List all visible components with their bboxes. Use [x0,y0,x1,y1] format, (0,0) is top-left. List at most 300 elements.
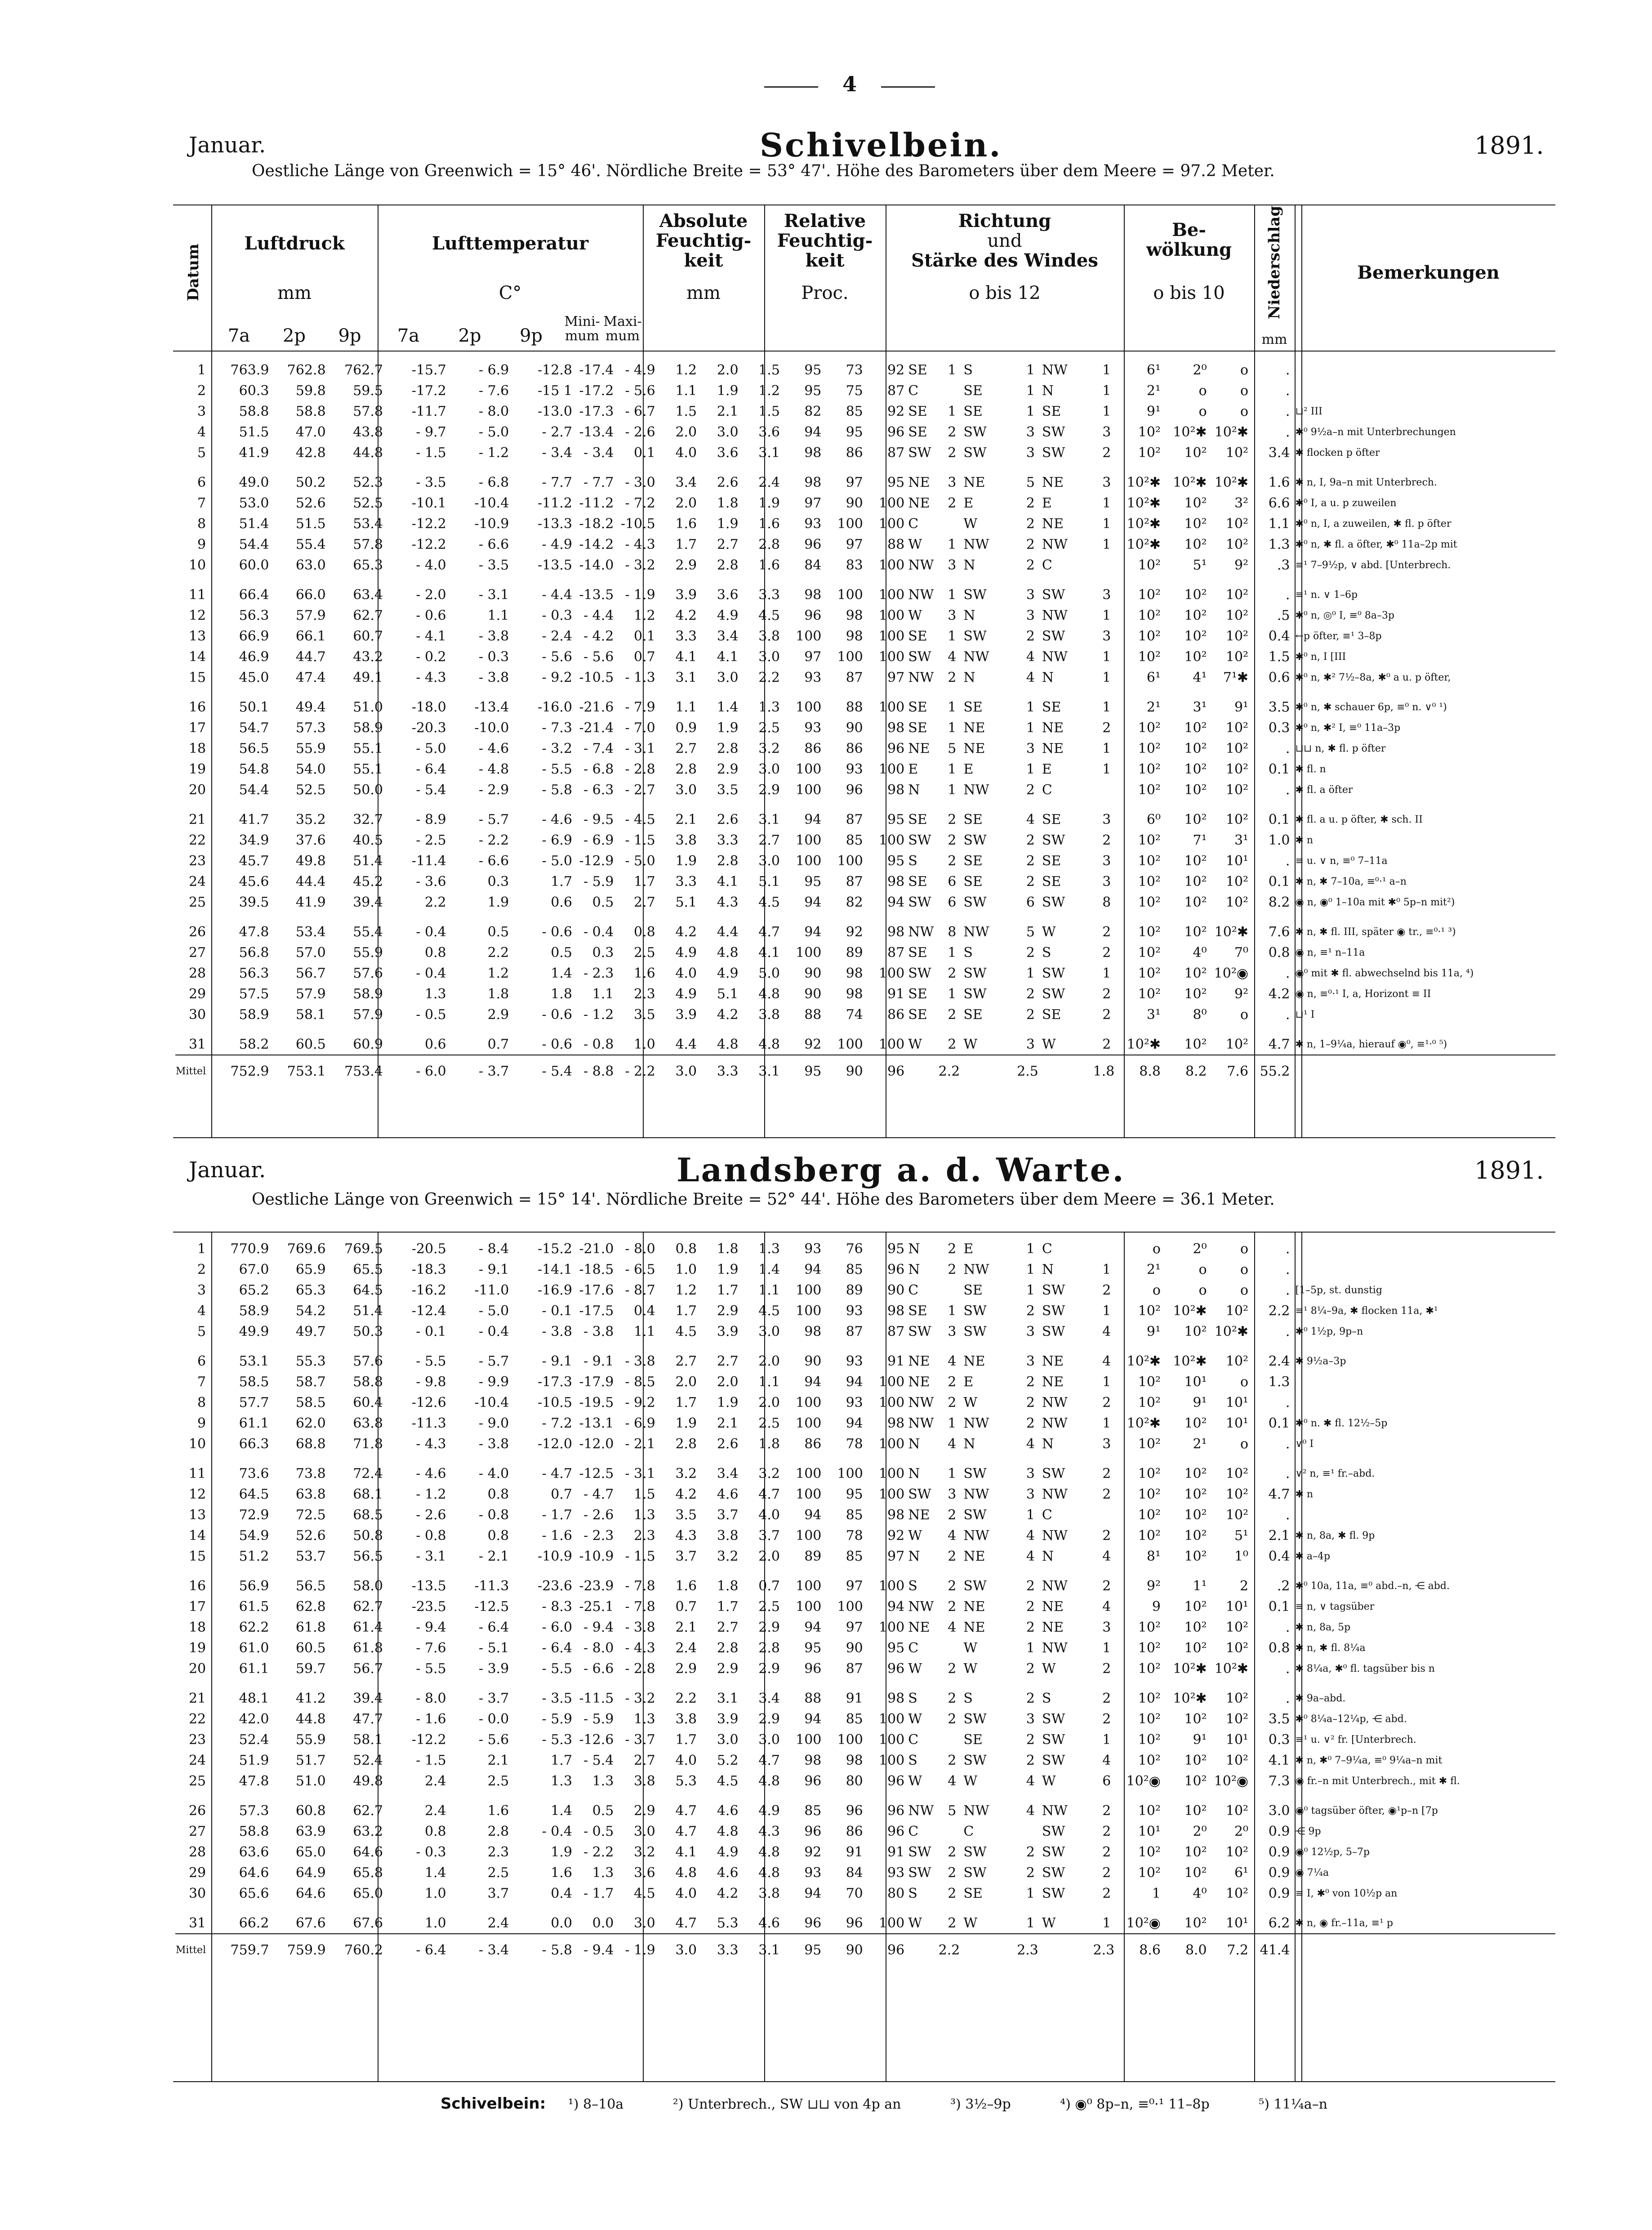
wind-dir-7a: NE [908,495,930,511]
rel-hum-9p: 95 [887,1640,905,1656]
pressure-9p: 52.4 [353,1752,383,1768]
cloud-9p: 7⁰ [1234,944,1249,961]
cloud-2p: 5¹ [1193,557,1207,573]
temp-2p: -10.4 [474,495,509,511]
temp-7a: -10.1 [411,495,446,511]
wind-dir-9p: SE [1042,811,1061,828]
temp-max: - 4.3 [625,1640,655,1656]
pressure-2p: 55.3 [295,1353,326,1369]
cloud-2p: 10²✱ [1173,1690,1207,1706]
temp-9p: - 6.4 [542,1640,572,1656]
temp-7a: - 9.7 [416,424,446,440]
pressure-7a: 66.2 [239,1915,269,1931]
precipitation: 0.3 [1268,720,1290,736]
temp-7a: 1.0 [424,1915,446,1931]
wind-dir-7a: SE [908,811,927,828]
rel-hum-9p: 86 [887,1006,905,1023]
wind-dir-2p: N [963,1436,975,1452]
abs-hum-2p: 3.0 [717,669,739,685]
cloud-2p: 10² [1184,761,1207,777]
rel-hum-7a: 100 [796,628,822,644]
cloud-7a: 10² [1138,1803,1161,1819]
wind-force-2p: 2 [1026,1415,1035,1431]
rel-hum-2p: 100 [837,649,863,665]
remarks: ◉⁰ mit ✱ fl. abwechselnd bis 11a, ⁴) [1295,967,1474,979]
temp-min: 1.3 [592,1865,614,1881]
temp-min: - 2.2 [583,1844,614,1860]
day: 1 [197,362,206,378]
temp-max: - 4.5 [625,811,655,828]
rel-hum-9p: 100 [878,1619,905,1635]
mittel-value: 95 [780,1055,821,1087]
rel-hum-9p: 96 [887,1823,905,1839]
remarks: ◉ n, ≡¹ n–11a [1295,947,1365,958]
abs-hum-9p: 2.0 [758,1548,780,1564]
remarks: ✱ fl. a u. p öfter, ✱ sch. II [1295,814,1423,825]
temp-min: -17.9 [579,1374,614,1390]
temp-2p: 2.3 [487,1844,509,1860]
cloud-2p: 10²✱ [1173,474,1207,490]
rel-hum-2p: 91 [846,1690,863,1706]
rel-hum-2p: 94 [846,1374,863,1390]
wind-force-9p: 1 [1102,1640,1111,1656]
station-2-table [175,1238,1555,1966]
wind-dir-2p: SE [963,383,983,399]
rel-hum-9p: 100 [878,607,905,623]
wind-force-7a: 1 [948,403,957,419]
rel-hum-9p: 96 [887,424,905,440]
cloud-2p: 10²✱ [1173,1353,1207,1369]
rel-hum-7a: 94 [804,1619,822,1635]
wind-dir-2p: SE [963,1006,983,1023]
cloud-7a: o [1152,1282,1161,1298]
rel-feuchte-label-1: Relative [784,210,866,231]
abs-hum-9p: 2.0 [758,1394,780,1411]
day: 23 [188,1731,206,1748]
temp-9p: -15.2 [538,1241,572,1257]
temp-2p: -12.5 [474,1598,509,1615]
table-row [175,1259,1555,1280]
wind-force-9p: 2 [1102,1394,1111,1411]
table-row [175,1842,1555,1862]
temp-2p: - 1.2 [478,445,509,461]
temp-min: - 0.4 [583,924,614,940]
rel-hum-9p: 94 [887,1598,905,1615]
remarks: ✱ n [1295,834,1314,846]
temperatur-unit: C° [499,283,522,303]
cloud-2p: 8⁰ [1193,1006,1207,1023]
day: 27 [188,944,206,961]
temp-max: - 2.8 [625,761,655,777]
rel-hum-7a: 93 [804,720,822,736]
wind-force-2p: 2 [1026,1598,1035,1615]
wind-force-7a: 2 [948,811,957,828]
wind-dir-7a: N [908,1436,920,1452]
day: 24 [188,1752,206,1768]
wind-force-2p: 2 [1026,1006,1035,1023]
rel-hum-2p: 88 [846,699,863,715]
remarks: ✱⁰ 10a, 11a, ≡⁰ abd.–n, ⋲ abd. [1295,1580,1450,1592]
temp-min: 0.5 [592,1803,614,1819]
day: 22 [188,832,206,848]
cloud-7a: 10² [1138,1711,1161,1727]
wind-dir-2p: S [963,362,973,378]
wind-dir-7a: N [908,1465,920,1482]
table-row [175,1300,1555,1321]
temp-7a: -11.7 [411,403,446,419]
wind-force-9p: 2 [1102,1006,1111,1023]
abs-hum-2p: 2.9 [717,1660,739,1677]
cloud-7a: 10² [1138,1507,1161,1523]
temp-min: -17.6 [579,1282,614,1298]
remarks: ◉⁰ tagsüber öfter, ◉¹p–n [7p [1295,1805,1438,1816]
wind-dir-9p: NW [1042,1803,1068,1819]
wind-dir-2p: SW [963,1323,987,1340]
rel-hum-2p: 100 [837,1465,863,1482]
pressure-9p: 50.3 [353,1323,383,1340]
temp-7a: - 1.6 [416,1711,446,1727]
temp-max: - 8.7 [625,1282,655,1298]
day: 4 [197,424,206,440]
rel-hum-7a: 100 [796,761,822,777]
remarks: ✱ 9½a–3p [1295,1355,1346,1367]
cloud-9p: 10² [1225,873,1249,890]
temp-min: - 3.4 [583,445,614,461]
cloud-2p: 4¹ [1193,669,1207,685]
wind-dir-7a: NW [908,1598,934,1615]
mittel-value: 8.6 [1114,1934,1161,1966]
wind-dir-9p: E [1042,761,1052,777]
precipitation: 7.6 [1268,924,1290,940]
pressure-7a: 39.5 [239,894,269,910]
table-row [175,830,1555,850]
day: 18 [188,740,206,757]
temp-max: - 8.0 [625,1241,655,1257]
wind-dir-2p: S [963,1690,973,1706]
temp-2p: 0.7 [487,1036,509,1052]
cloud-9p: 10² [1225,894,1249,910]
rel-hum-7a: 95 [804,362,822,378]
table-row [175,422,1555,442]
rel-hum-7a: 93 [804,669,822,685]
cloud-2p: 10² [1184,1773,1207,1789]
rel-hum-9p: 98 [887,1507,905,1523]
temp-max: 3.8 [634,1773,655,1789]
abs-hum-2p: 4.2 [717,1006,739,1023]
abs-hum-9p: 3.8 [758,628,780,644]
wind-dir-9p: SW [1042,832,1065,848]
cloud-2p: 10² [1184,1915,1207,1931]
wind-force-9p: 1 [1102,1374,1111,1390]
mittel-value: 7.6 [1207,1055,1248,1087]
day: 11 [188,1465,206,1482]
remarks: ✱ n, ✱ fl. 8¼a [1295,1642,1366,1654]
wind-dir-2p: NW [963,1527,989,1544]
pressure-2p: 49.4 [295,699,326,715]
pressure-7a: 45.7 [239,853,269,869]
wind-dir-2p: W [963,1640,978,1656]
rel-hum-2p: 100 [837,587,863,603]
wind-dir-7a: SW [908,445,931,461]
temp-min: - 4.7 [583,1486,614,1502]
pressure-7a: 73.6 [239,1465,269,1482]
rel-hum-9p: 92 [887,1527,905,1544]
rel-hum-9p: 100 [878,516,905,532]
cloud-2p: 9¹ [1193,1731,1207,1748]
wind-force-7a: 2 [948,1507,957,1523]
wind-dir-7a: E [908,761,918,777]
wind-force-2p: 1 [1026,403,1035,419]
wind-dir-9p: SE [1042,1006,1061,1023]
rel-hum-7a: 100 [796,1527,822,1544]
temp-7a: -17.2 [411,383,446,399]
cloud-7a: 10² [1138,1303,1161,1319]
wind-force-9p: 1 [1102,1731,1111,1748]
wind-dir-9p: SW [1042,1465,1065,1482]
wind-dir-7a: C [908,1282,919,1298]
wind-force-7a: 3 [948,557,957,573]
pressure-7a: 65.2 [239,1282,269,1298]
cloud-7a: 10² [1138,924,1161,940]
abs-hum-2p: 3.9 [717,1711,739,1727]
precipitation: 1.5 [1268,649,1290,665]
day: 17 [188,720,206,736]
table-row [175,963,1555,984]
wind-dir-2p: NW [963,1486,989,1502]
cloud-7a: 10²◉ [1126,1773,1161,1789]
cloud-2p: 10² [1184,740,1207,757]
temp-min: - 6.8 [583,761,614,777]
cloud-2p: 10² [1184,495,1207,511]
wind-force-2p: 2 [1026,1578,1035,1594]
rel-hum-9p: 96 [887,1803,905,1819]
abs-hum-7a: 4.9 [675,986,697,1002]
rel-hum-2p: 98 [846,986,863,1002]
precipitation: . [1285,965,1290,981]
rel-hum-2p: 95 [846,424,863,440]
temp-2p: 0.5 [487,924,509,940]
cloud-7a: 10² [1138,894,1161,910]
wind-dir-7a: NW [908,557,934,573]
rel-hum-2p: 98 [846,607,863,623]
pressure-9p: 57.8 [353,403,383,419]
table-row [175,1904,1555,1934]
mittel-value: 3.3 [697,1934,738,1966]
temp-9p: -10.5 [538,1394,572,1411]
wind-dir-7a: NW [908,1415,934,1431]
wind-dir-2p: NE [963,1619,985,1635]
abs-hum-9p: 3.4 [758,1690,780,1706]
cloud-2p: 10² [1184,445,1207,461]
abs-hum-2p: 4.5 [717,1773,739,1789]
temp-max: 3.0 [634,1823,655,1839]
wind-force-9p: 2 [1102,1711,1111,1727]
wind-force-9p: 4 [1102,1752,1111,1768]
temp-7a: - 5.5 [416,1353,446,1369]
abs-hum-7a: 1.6 [675,1578,697,1594]
abs-hum-2p: 4.6 [717,1865,739,1881]
wind-dir-7a: SE [908,986,927,1002]
cloud-7a: 10² [1138,1374,1161,1390]
temp-min: - 4.2 [583,628,614,644]
rel-hum-9p: 100 [878,628,905,644]
cloud-7a: 10² [1138,628,1161,644]
precipitation: 3.5 [1268,699,1290,715]
temp-9p: -15 1 [538,383,572,399]
abs-hum-7a: 3.3 [675,873,697,890]
pressure-2p: 65.9 [295,1261,326,1277]
temp-9p: - 7.7 [542,474,572,490]
mittel-value: 90 [821,1934,863,1966]
wind-force-9p: 2 [1102,1486,1111,1502]
pressure-2p: 52.6 [295,495,326,511]
wind-dir-7a: SE [908,362,927,378]
pressure-2p: 47.0 [295,424,326,440]
luftdruck-2p: 2p [282,325,306,346]
wind-force-7a: 3 [948,1323,957,1340]
abs-hum-2p: 2.6 [717,1436,739,1452]
wind-force-7a: 2 [948,1261,957,1277]
wind-label-1: Richtung [958,210,1051,231]
wind-dir-9p: S [1042,944,1051,961]
pressure-9p: 51.4 [353,853,383,869]
temp-2p: - 4.0 [478,1465,509,1482]
wind-force-9p: 2 [1102,1578,1111,1594]
wind-dir-7a: W [908,1773,922,1789]
temp-max: - 4.3 [625,536,655,552]
rel-hum-2p: 95 [846,1486,863,1502]
abs-hum-9p: 2.5 [758,720,780,736]
wind-dir-7a: SE [908,720,927,736]
wind-dir-9p: SW [1042,628,1065,644]
cloud-9p: o [1240,1436,1249,1452]
pressure-2p: 57.0 [295,944,326,961]
temp-min: - 1.7 [583,1885,614,1901]
wind-dir-7a: SE [908,628,927,644]
cloud-7a: 10² [1138,740,1161,757]
pressure-9p: 55.1 [353,761,383,777]
rel-hum-2p: 84 [846,1865,863,1881]
rel-hum-2p: 85 [846,1261,863,1277]
wind-force-9p: 2 [1102,1885,1111,1901]
cloud-7a: 10² [1138,1527,1161,1544]
pressure-9p: 55.1 [353,740,383,757]
temp-min: -17.4 [579,362,614,378]
temp-min: -18.5 [579,1261,614,1277]
wind-dir-2p: NE [963,1353,985,1369]
wind-force-9p: 1 [1102,761,1111,777]
abs-hum-7a: 4.0 [675,1885,697,1901]
precipitation: . [1285,1006,1290,1023]
temp-max: - 3.8 [625,1619,655,1635]
temp-7a: - 4.3 [416,669,446,685]
cloud-9p: 10² [1225,1465,1249,1482]
temp-max: - 3.1 [625,740,655,757]
table-row [175,575,1555,605]
wind-force-2p: 2 [1026,1374,1035,1390]
temp-9p: - 4.6 [542,811,572,828]
temp-9p: -13.3 [538,516,572,532]
wind-dir-7a: N [908,1548,920,1564]
cloud-7a: 10² [1138,986,1161,1002]
temp-9p: - 6.9 [542,832,572,848]
cloud-7a: 10² [1138,424,1161,440]
pressure-7a: 61.1 [239,1415,269,1431]
temp-7a: - 1.2 [416,1486,446,1502]
cloud-9p: 10² [1225,1640,1249,1656]
table-row [175,1371,1555,1392]
abs-hum-9p: 2.9 [758,1660,780,1677]
mittel-label: Mittel [175,1934,212,1966]
rel-hum-7a: 86 [804,1436,822,1452]
precipitation: 3.5 [1268,1711,1290,1727]
temp-min: -21.6 [579,699,614,715]
wind-dir-2p: SW [963,1752,987,1768]
temp-max: -10.5 [620,516,655,532]
cloud-2p: 10² [1184,720,1207,736]
wind-force-7a: 1 [948,720,957,736]
abs-hum-7a: 4.3 [675,1527,697,1544]
temp-7a: 2.2 [424,894,446,910]
rel-hum-7a: 95 [804,383,822,399]
rel-hum-9p: 96 [887,740,905,757]
abs-hum-7a: 2.0 [675,1374,697,1390]
wind-force-2p: 1 [1026,965,1035,981]
pressure-9p: 58.9 [353,986,383,1002]
wind-dir-2p: SW [963,424,987,440]
rel-hum-9p: 100 [878,1374,905,1390]
table-row [175,1504,1555,1525]
rel-hum-9p: 100 [878,1915,905,1931]
cloud-label-2: wölkung [1146,239,1232,260]
abs-hum-9p: 0.7 [758,1578,780,1594]
wind-dir-7a: S [908,1578,917,1594]
temp-max: - 4.9 [625,362,655,378]
rel-hum-7a: 100 [796,1578,822,1594]
abs-hum-9p: 1.6 [758,516,780,532]
table-row [175,1025,1555,1055]
pressure-9p: 72.4 [353,1465,383,1482]
temp-9p: -14.1 [538,1261,572,1277]
temp-max: 3.5 [634,1006,655,1023]
pressure-2p: 59.8 [295,383,326,399]
cloud-7a: 10² [1138,1465,1161,1482]
wind-dir-7a: NE [908,1619,930,1635]
wind-dir-7a: NW [908,1394,934,1411]
pressure-2p: 55.9 [295,740,326,757]
temp-9p: - 3.5 [542,1690,572,1706]
wind-dir-9p: N [1042,1436,1054,1452]
wind-dir-9p: N [1042,1548,1054,1564]
wind-force-7a: 1 [948,1303,957,1319]
pressure-9p: 53.4 [353,516,383,532]
cloud-2p: 1¹ [1193,1578,1207,1594]
rel-hum-2p: 78 [846,1527,863,1544]
temp-max: - 6.7 [625,403,655,419]
footnote-label: Schivelbein: [441,2095,546,2113]
temp-2p: - 6.6 [478,536,509,552]
pressure-7a: 47.8 [239,924,269,940]
wind-force-7a: 6 [948,894,957,910]
pressure-2p: 62.0 [295,1415,326,1431]
wind-force-9p: 3 [1102,1619,1111,1635]
temp-min: -13.1 [579,1415,614,1431]
table-row [175,850,1555,871]
temp-2p: 2.8 [487,1823,509,1839]
rel-hum-2p: 85 [846,1711,863,1727]
temp-2p: -11.3 [474,1578,509,1594]
temp-7a: 0.8 [424,944,446,961]
